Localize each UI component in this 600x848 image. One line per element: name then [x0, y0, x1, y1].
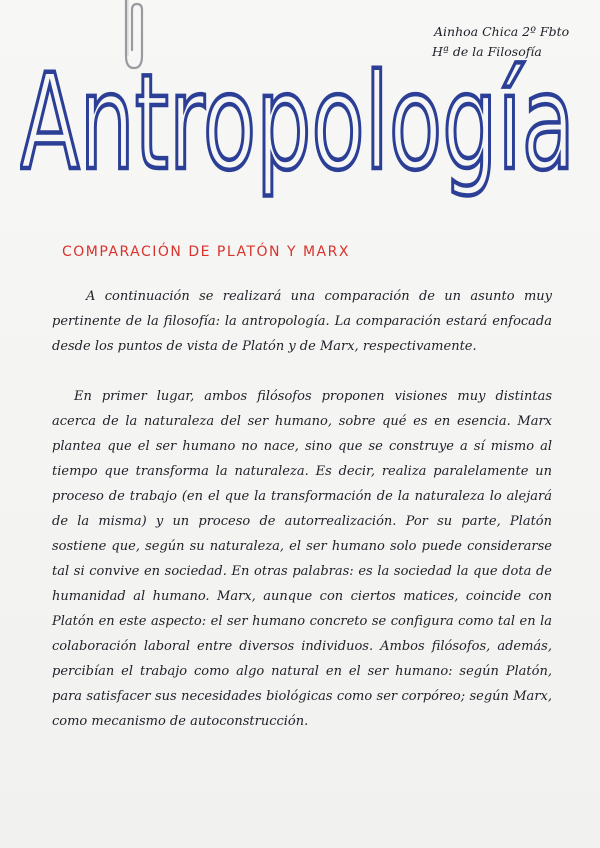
essay-body — [52, 284, 552, 734]
course-name: Hª de la Filosofía — [432, 44, 542, 59]
paragraph: En primer lugar, ambos filósofos proponen visiones muy distintas acerca de la naturaleza del ser humano, sobre qué es en esencia. Marx plantea que el ser humano no nace, sino que se construye a sí mismo al tiempo que transforma la naturaleza. Es decir, realiza paralelamente un proceso de trabajo (en el que la transformación de la naturaleza lo alejará de la misma) y un proceso de autorrealización. Por su parte, Platón sostiene que, según su naturaleza, el ser humano solo puede considerarse tal si convive en sociedad. En otras palabras: es la sociedad la que dota de humanidad al humano. Marx, aunque con ciertos matices, coincide con Platón en este aspecto: el ser humano concreto se configura como tal en la colaboración laboral entre diversos individuos. Ambos filósofos, además, percibían el trabajo como algo natural en el ser humano: según Platón, para satisfacer sus necesidades biológicas como ser corpóreo; según Marx, como mecanismo de autoconstrucción. — [52, 389, 552, 729]
paragraph: A continuación se realizará una comparación de un asunto muy pertinente de la filosofía: la antropología. La comparación estará enfocada desde los puntos de vista de Platón y de Marx, respectivamente. — [52, 289, 552, 354]
author-name: Ainhoa Chica 2º Fbto — [434, 24, 570, 39]
page-title — [20, 18, 580, 228]
page-title-text: Antropología — [20, 46, 575, 200]
section-heading: COMPARACIÓN DE PLATÓN Y MARX — [62, 244, 350, 260]
